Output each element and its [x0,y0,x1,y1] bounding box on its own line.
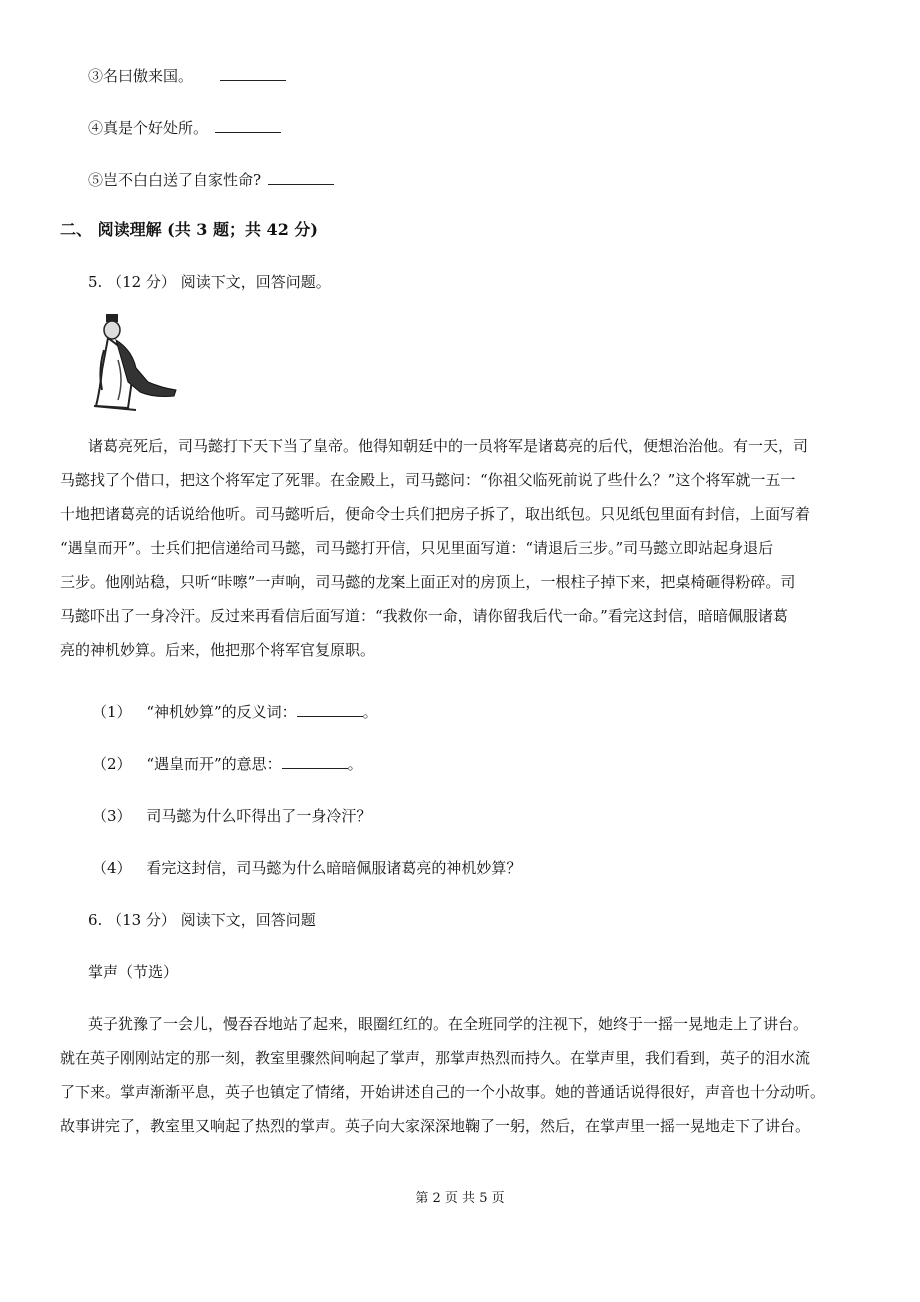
period: 。 [362,703,378,721]
passage-title: 掌声（节选） [88,963,179,981]
q4-item-3 [88,66,286,86]
q5-sub-3 [92,806,371,826]
q5-sub-2 [92,754,363,774]
passage-line: 马懿找了个借口，把这个将军定了死罪。在金殿上，司马懿问：“你祖父临死前说了些什么？”这个将军就一五一 [60,471,796,489]
passage-line: 三步。他刚站稳，只听“咔嚓”一声响，司马懿的龙案上面正对的房顶上，一根柱子掉下来，把桌椅砸得粉碎。司 [60,573,796,591]
passage-line: 诸葛亮死后，司马懿打下天下当了皇帝。他得知朝廷中的一员将军是诸葛亮的后代，便想治治他。有一天，司 [88,437,809,455]
sub-number: （3） [92,807,132,825]
zhuge-liang-portrait-icon [88,310,180,412]
passage-line: 亮的神机妙算。后来，他把那个将军官复原职。 [60,641,376,659]
period: 。 [347,755,363,773]
q4-item-3-text: ③名曰傲来国。 [88,67,194,85]
passage-line: “遇皇而开”。士兵们把信递给司马懿，司马懿打开信，只见里面写道：“请退后三步。”司马懿立即站起身退后 [60,539,774,557]
sub-number: （1） [92,703,132,721]
answer-blank[interactable] [220,66,286,81]
passage-line: 十地把诸葛亮的话说给他听。司马懿听后，便命令士兵们把房子拆了，取出纸包。只见纸包里面有封信，上面写着 [60,505,811,523]
passage-line: 英子犹豫了一会儿，慢吞吞地站了起来，眼圈红红的。在全班同学的注视下，她终于一摇一晃地走上了讲台。 [88,1015,809,1033]
passage-line: 故事讲完了，教室里又响起了热烈的掌声。英子向大家深深地鞠了一躬，然后，在掌声里一摇一晃地走下了讲台。 [60,1117,811,1135]
sub-question-text: 看完这封信，司马懿为什么暗暗佩服诸葛亮的神机妙算？ [146,859,522,877]
q4-item-5 [88,170,334,190]
answer-blank[interactable] [268,170,334,185]
sub-question-text: “遇皇而开”的意思： [146,755,282,773]
passage-line: 马懿吓出了一身冷汗。反过来再看信后面写道：“我救你一命，请你留我后代一命。”看完这封信，暗暗佩服诸葛 [60,607,788,625]
q4-item-4 [88,118,281,138]
passage-line: 就在英子刚刚站定的那一刻，教室里骤然间响起了掌声，那掌声热烈而持久。在掌声里，我们看到，英子的泪水流 [60,1049,811,1067]
answer-blank[interactable] [297,702,363,717]
answer-blank[interactable] [215,118,281,133]
q5-sub-4 [92,858,521,878]
sub-number: （4） [92,859,132,877]
q5-sub-1 [92,702,378,722]
answer-blank[interactable] [282,754,348,769]
q4-item-4-text: ④真是个好处所。 [88,119,209,137]
sub-number: （2） [92,755,132,773]
sub-question-text: “神机妙算”的反义词： [146,703,297,721]
sub-question-text: 司马懿为什么吓得出了一身冷汗？ [146,807,372,825]
question-5-title: 5. （12 分） 阅读下文，回答问题。 [88,273,331,291]
section-heading: 二、 阅读理解 (共 3 题；共 42 分) [60,220,318,239]
q4-item-5-text: ⑤岂不白白送了自家性命? [88,171,262,189]
question-6-title: 6. （13 分） 阅读下文，回答问题 [88,911,316,929]
passage-line: 了下来。掌声渐渐平息，英子也镇定了情绪，开始讲述自己的一个小故事。她的普通话说得很好，声音也十分动听。 [60,1083,826,1101]
page-number: 第 2 页 共 5 页 [415,1191,505,1206]
